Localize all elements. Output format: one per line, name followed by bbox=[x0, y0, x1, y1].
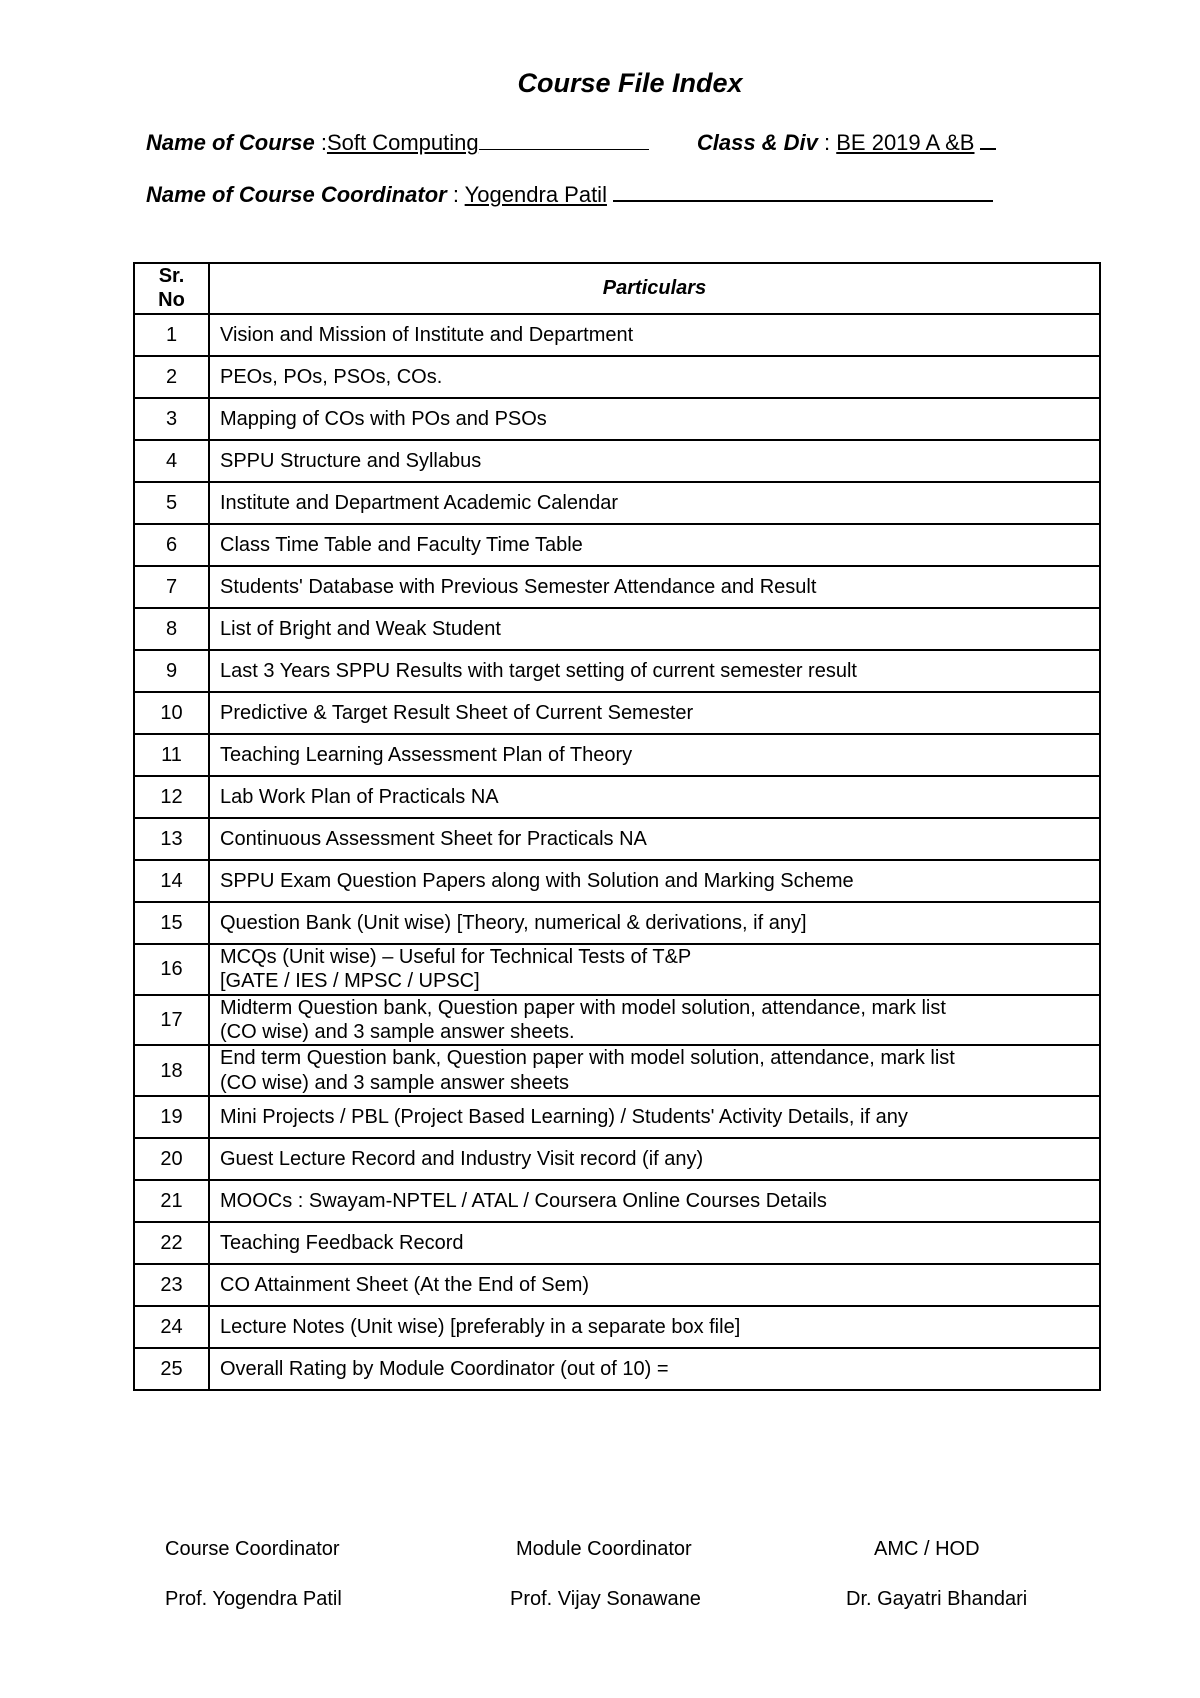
header-sr-no: Sr. No bbox=[134, 263, 209, 314]
table-row bbox=[134, 776, 1100, 818]
row-number: 11 bbox=[134, 734, 209, 776]
row-particular: Institute and Department Academic Calendar bbox=[209, 482, 1100, 524]
table-row bbox=[134, 818, 1100, 860]
row-number: 8 bbox=[134, 608, 209, 650]
signature-name-course-coordinator: Prof. Yogendra Patil bbox=[165, 1588, 342, 1610]
row-number: 9 bbox=[134, 650, 209, 692]
row-number: 3 bbox=[134, 398, 209, 440]
class-div-value: BE 2019 A &B bbox=[836, 130, 975, 155]
row-number: 24 bbox=[134, 1306, 209, 1348]
table-row bbox=[134, 1180, 1100, 1222]
row-particular: Continuous Assessment Sheet for Practicals NA bbox=[209, 818, 1100, 860]
table-row bbox=[134, 1138, 1100, 1180]
table-row bbox=[134, 1306, 1100, 1348]
table-row bbox=[134, 692, 1100, 734]
row-number: 7 bbox=[134, 566, 209, 608]
table-row bbox=[134, 524, 1100, 566]
coordinator-label: Name of Course Coordinator bbox=[146, 182, 447, 207]
row-particular: Last 3 Years SPPU Results with target setting of current semester result bbox=[209, 650, 1100, 692]
row-particular: Teaching Feedback Record bbox=[209, 1222, 1100, 1264]
table-row bbox=[134, 356, 1100, 398]
table-row bbox=[134, 1045, 1100, 1096]
row-particular: Lab Work Plan of Practicals NA bbox=[209, 776, 1100, 818]
row-particular: MCQs (Unit wise) – Useful for Technical Tests of T&P [GATE / IES / MPSC / UPSC] bbox=[209, 944, 1100, 995]
row-particular: List of Bright and Weak Student bbox=[209, 608, 1100, 650]
table-row bbox=[134, 1222, 1100, 1264]
row-particular: End term Question bank, Question paper with model solution, attendance, mark list (CO wise) and 3 sample answer sheets bbox=[209, 1045, 1100, 1096]
row-particular: Mini Projects / PBL (Project Based Learning) / Students' Activity Details, if any bbox=[209, 1096, 1100, 1138]
row-number: 6 bbox=[134, 524, 209, 566]
signature-role-course-coordinator: Course Coordinator bbox=[165, 1538, 340, 1560]
table-row bbox=[134, 1264, 1100, 1306]
row-number: 22 bbox=[134, 1222, 209, 1264]
row-particular: Students' Database with Previous Semester Attendance and Result bbox=[209, 566, 1100, 608]
row-number: 4 bbox=[134, 440, 209, 482]
row-particular: PEOs, POs, PSOs, COs. bbox=[209, 356, 1100, 398]
row-particular: Guest Lecture Record and Industry Visit record (if any) bbox=[209, 1138, 1100, 1180]
row-number: 2 bbox=[134, 356, 209, 398]
row-number: 5 bbox=[134, 482, 209, 524]
table-row bbox=[134, 314, 1100, 356]
row-particular: SPPU Exam Question Papers along with Solution and Marking Scheme bbox=[209, 860, 1100, 902]
course-name-fill-line bbox=[479, 131, 649, 150]
class-div-fill-line bbox=[980, 130, 996, 150]
table-row bbox=[134, 440, 1100, 482]
row-particular: Question Bank (Unit wise) [Theory, numerical & derivations, if any] bbox=[209, 902, 1100, 944]
course-name-separator: : bbox=[314, 130, 327, 155]
table-row bbox=[134, 902, 1100, 944]
row-particular: Mapping of COs with POs and PSOs bbox=[209, 398, 1100, 440]
table-row bbox=[134, 1096, 1100, 1138]
row-particular: MOOCs : Swayam-NPTEL / ATAL / Coursera Online Courses Details bbox=[209, 1180, 1100, 1222]
coordinator-separator: : bbox=[446, 182, 465, 207]
course-name-label: Name of Course bbox=[146, 130, 315, 155]
row-particular: SPPU Structure and Syllabus bbox=[209, 440, 1100, 482]
table-row bbox=[134, 566, 1100, 608]
row-number: 21 bbox=[134, 1180, 209, 1222]
row-number: 19 bbox=[134, 1096, 209, 1138]
table-row bbox=[134, 650, 1100, 692]
row-number: 10 bbox=[134, 692, 209, 734]
signature-name-module-coordinator: Prof. Vijay Sonawane bbox=[510, 1588, 701, 1610]
table-row bbox=[134, 608, 1100, 650]
table-row bbox=[134, 734, 1100, 776]
row-particular: Predictive & Target Result Sheet of Current Semester bbox=[209, 692, 1100, 734]
row-number: 13 bbox=[134, 818, 209, 860]
row-number: 20 bbox=[134, 1138, 209, 1180]
table-row bbox=[134, 860, 1100, 902]
table-row bbox=[134, 944, 1100, 995]
course-file-index-table bbox=[133, 262, 1101, 1391]
row-number: 12 bbox=[134, 776, 209, 818]
course-info-line bbox=[146, 130, 996, 156]
coordinator-fill-line bbox=[613, 182, 993, 202]
signature-role-module-coordinator: Module Coordinator bbox=[516, 1538, 692, 1560]
coordinator-value: Yogendra Patil bbox=[464, 182, 607, 207]
table-row bbox=[134, 1348, 1100, 1390]
row-number: 23 bbox=[134, 1264, 209, 1306]
table-row bbox=[134, 398, 1100, 440]
row-number: 16 bbox=[134, 944, 209, 995]
row-particular: Class Time Table and Faculty Time Table bbox=[209, 524, 1100, 566]
signature-name-amc-hod: Dr. Gayatri Bhandari bbox=[846, 1588, 1028, 1610]
row-particular: Teaching Learning Assessment Plan of Theory bbox=[209, 734, 1100, 776]
course-name-value: Soft Computing bbox=[326, 130, 479, 155]
row-particular: Overall Rating by Module Coordinator (out of 10) = bbox=[209, 1348, 1100, 1390]
signature-role-amc-hod: AMC / HOD bbox=[874, 1538, 980, 1560]
row-number: 15 bbox=[134, 902, 209, 944]
header-particulars: Particulars bbox=[209, 263, 1100, 314]
row-particular: Vision and Mission of Institute and Department bbox=[209, 314, 1100, 356]
class-div-label: Class & Div bbox=[696, 130, 818, 155]
table-header-row bbox=[134, 263, 1100, 314]
row-number: 14 bbox=[134, 860, 209, 902]
table-row bbox=[134, 482, 1100, 524]
coordinator-info-line bbox=[146, 182, 993, 208]
row-number: 25 bbox=[134, 1348, 209, 1390]
class-div-separator: : bbox=[817, 130, 837, 155]
row-number: 17 bbox=[134, 995, 209, 1046]
row-particular: CO Attainment Sheet (At the End of Sem) bbox=[209, 1264, 1100, 1306]
row-particular: Midterm Question bank, Question paper with model solution, attendance, mark list (CO wise) and 3 sample answer sheets. bbox=[209, 995, 1100, 1046]
row-number: 18 bbox=[134, 1045, 209, 1096]
row-particular: Lecture Notes (Unit wise) [preferably in a separate box file] bbox=[209, 1306, 1100, 1348]
page-title: Course File Index bbox=[517, 68, 743, 98]
table-row bbox=[134, 995, 1100, 1046]
row-number: 1 bbox=[134, 314, 209, 356]
